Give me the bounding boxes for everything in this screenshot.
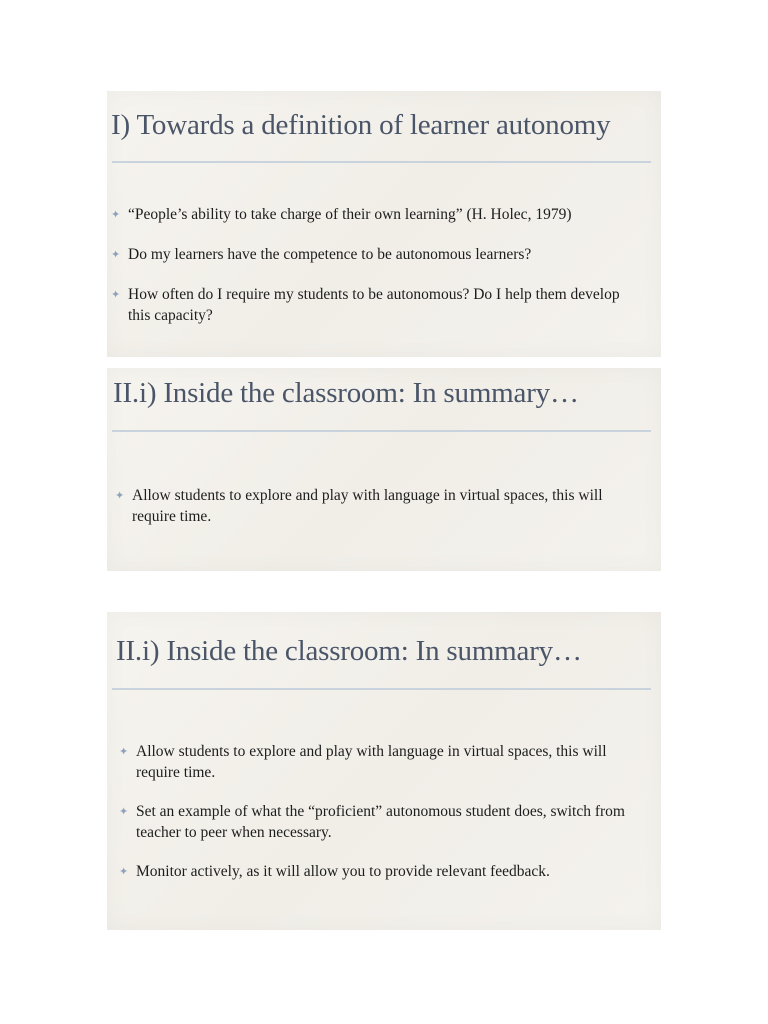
slide-1	[107, 91, 661, 357]
slide-3	[107, 612, 661, 930]
slide-title: II.i) Inside the classroom: In summary…	[116, 635, 582, 667]
bullet-text: Allow students to explore and play with language in virtual spaces, this will require time.	[136, 743, 607, 781]
bullet-text: “People’s ability to take charge of their own learning” (H. Holec, 1979)	[128, 206, 572, 223]
bullet-item	[108, 284, 661, 326]
bullet-text: Set an example of what the “proficient” autonomous student does, switch from teacher to peer when necessary.	[136, 803, 625, 841]
bullet-text: Allow students to explore and play with language in virtual spaces, this will require time.	[132, 487, 603, 525]
bullet-list	[116, 741, 661, 900]
title-divider	[112, 161, 651, 163]
bullet-text: Do my learners have the competence to be autonomous learners?	[128, 246, 532, 263]
bullet-star-icon: ✦	[119, 865, 129, 878]
slide-title: I) Towards a definition of learner autonomy	[111, 109, 611, 141]
bullet-item	[116, 801, 661, 843]
bullet-star-icon: ✦	[119, 805, 129, 818]
title-divider	[112, 430, 651, 432]
bullet-item	[116, 741, 661, 783]
bullet-star-icon: ✦	[111, 248, 121, 261]
bullet-list	[108, 204, 661, 345]
bullet-item	[108, 204, 661, 225]
title-divider	[112, 688, 651, 690]
bullet-text: How often do I require my students to be autonomous? Do I help them develop this capacity?	[128, 286, 620, 324]
bullet-text: Monitor actively, as it will allow you to provide relevant feedback.	[136, 863, 550, 880]
bullet-star-icon: ✦	[111, 288, 121, 301]
bullet-star-icon: ✦	[111, 208, 121, 221]
bullet-item	[116, 861, 661, 882]
bullet-star-icon: ✦	[119, 745, 129, 758]
bullet-item	[108, 244, 661, 265]
bullet-list	[112, 485, 661, 527]
slide-title: II.i) Inside the classroom: In summary…	[113, 377, 579, 409]
slide-2	[107, 368, 661, 571]
bullet-star-icon: ✦	[115, 489, 125, 502]
bullet-item	[112, 485, 661, 527]
